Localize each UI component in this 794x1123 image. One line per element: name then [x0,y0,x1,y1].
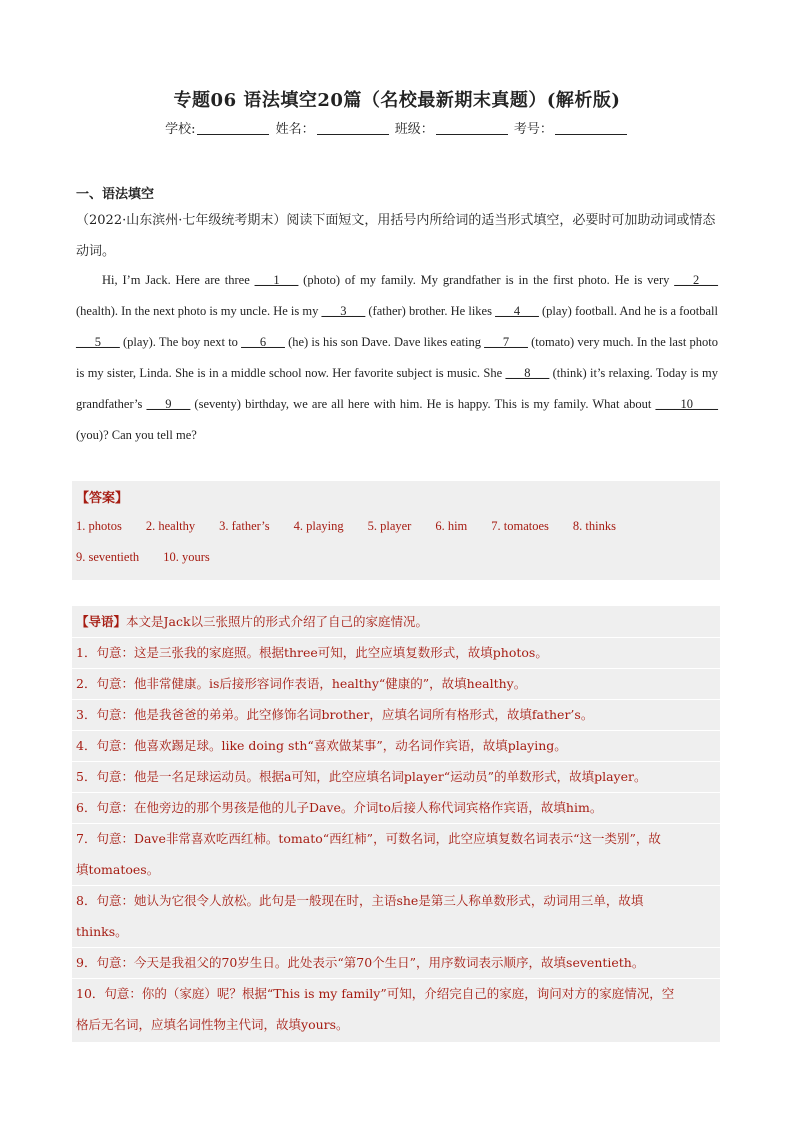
explanation-guide [76,606,716,637]
answer-item: 5. player [367,519,412,533]
explanation-7-cont: 填tomatoes。 [76,862,160,877]
passage-text: (tomato) very much. In the last photo is my sister, Linda. She is in a middle school now. Her favorite subject is music. She [76,335,718,380]
blank-4: ___4___ [495,304,539,318]
number-label: 考号： [513,122,553,137]
class-blank [436,121,508,135]
blank-5: ___5___ [76,335,120,349]
answer-heading: 【答案】 [76,491,129,506]
name-label: 姓名： [275,122,315,137]
blank-9: ___9___ [146,397,191,411]
blank-6: ___6___ [241,335,285,349]
section-heading: 一、语法填空 [76,187,155,202]
answer-item: 3. father’s [219,519,270,533]
document-title: 专题06 语法填空20篇（名校最新期末真题）(解析版) [173,90,621,111]
explanation-10: 10．句意：你的（家庭）呢？根据“This is my family”可知，介绍完自己的家庭，询问对方的家庭情况，空 [76,986,675,1001]
answer-item: 6. him [435,519,468,533]
passage-text: (health). In the next photo is my uncle. He is my [76,304,322,318]
guide-heading: 【导语】 [76,614,127,629]
explanation-8: 8．句意：她认为它很令人放松。此句是一般现在时，主语she是第三人称单数形式，动词用三单，故填 [76,893,644,908]
passage-text: Hi, I’m Jack. Here are three [102,273,255,287]
name-blank [317,121,389,135]
passage-text: (he) is his son Dave. Dave likes eating [284,335,485,349]
explanation-2: 2．句意：他非常健康。is后接形容词作表语，healthy“健康的”，故填healthy。 [76,676,527,691]
explanation-1: 1．句意：这是三张我的家庭照。根据three可知，此空应填复数形式，故填photos。 [76,645,548,660]
blank-1: ___1___ [254,273,299,287]
answer-item: 1. photos [76,519,122,533]
school-blank [197,121,269,135]
passage-text: (think) it’s relaxing. Today is my grandfather’s [76,366,718,411]
question-instructions: （2022·山东滨州·七年级统考期末）阅读下面短文，用括号内所给词的适当形式填空，必要时可加助动词或情态动词。 [76,213,716,259]
passage-text: (father) brother. He likes [365,304,496,318]
blank-7: ___7___ [484,335,528,349]
passage-text: (seventy) birthday, we are all here with him. He is happy. This is my family. What about [190,397,656,411]
passage-text: (photo) of my family. My grandfather is in the first photo. He is very [298,273,675,287]
answer-item: 2. healthy [145,519,196,533]
blank-8: ___8___ [505,366,550,380]
explanation-9: 9．句意：今天是我祖父的70岁生日。此处表示“第70个生日”，用序数词表示顺序，故填seventieth。 [76,955,645,970]
explanation-5: 5．句意：他是一名足球运动员。根据a可知，此空应填名词player“运动员”的单数形式，故填player。 [76,769,647,784]
school-label: 学校: [165,122,196,137]
passage-text: (play). The boy next to [119,335,242,349]
explanation-7: 7．句意：Dave非常喜欢吃西红柿。tomato“西红柿”，可数名词，此空应填复数名词表示“这一类别”，故 [76,831,661,846]
answer-row-1 [76,519,720,534]
passage-text: (play) football. And he is a football [538,304,719,318]
explanation-8-cont: thinks。 [76,924,128,939]
reading-passage [76,265,718,451]
answer-item: 9. seventieth [76,550,140,564]
number-blank [555,121,627,135]
explanation-6: 6．句意：在他旁边的那个男孩是他的儿子Dave。介词to后接人称代词宾格作宾语，故填him。 [76,800,603,815]
explanation-4: 4．句意：他喜欢踢足球。like doing sth“喜欢做某事”，动名词作宾语，故填playing。 [76,738,567,753]
answer-item: 8. thinks [572,519,616,533]
explanation-10-cont: 格后无名词，应填名词性物主代词，故填yours。 [76,1017,349,1032]
answer-item: 7. tomatoes [491,519,549,533]
guide-text: 本文是Jack以三张照片的形式介绍了自己的家庭情况。 [126,614,429,629]
class-label: 班级： [394,122,434,137]
blank-2: ___2___ [674,273,718,287]
explanation-3: 3．句意：他是我爸爸的弟弟。此空修饰名词brother，应填名词所有格形式，故填father’s。 [76,707,594,722]
passage-text: (you)? Can you tell me? [76,428,197,442]
answer-item: 4. playing [293,519,344,533]
blank-10: ____10____ [655,397,719,411]
blank-3: ___3___ [321,304,366,318]
answer-item: 10. yours [163,550,210,564]
student-info-line [0,118,794,137]
answer-row-2 [76,550,720,565]
